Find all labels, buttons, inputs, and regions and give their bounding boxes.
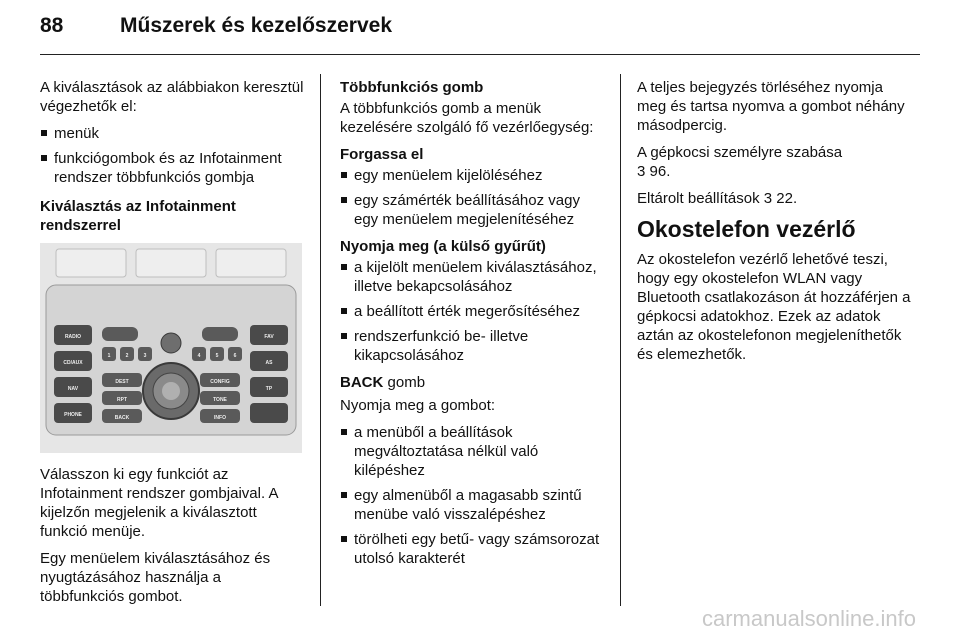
preset-label: 1 <box>107 353 111 359</box>
multifunction-description: A többfunkciós gomb a menük kezelésére szolgáló fő vezérlőegység: <box>340 100 594 136</box>
column-3 <box>637 78 915 372</box>
intro-text: A kiválasztások az alábbiakon keresztül végezhetők el: <box>40 79 304 115</box>
tp-button-label: TP <box>265 386 273 392</box>
list-item: törölheti egy betű- vagy számsorozat utolsó karakterét <box>340 530 608 568</box>
delete-entry-text: A teljes bejegyzés törléséhez nyomja meg és tartsa nyomva a gombot néhány másodpercig. <box>637 79 905 134</box>
fav-button-label: FAV <box>264 334 274 340</box>
stored-settings-text: Eltárolt beállítások <box>637 190 760 207</box>
back-label: BACK <box>340 374 384 391</box>
back-button-heading <box>340 373 608 392</box>
heading-turn: Forgassa el <box>340 146 424 163</box>
personalization-text: A gépkocsi személyre szabása <box>637 144 843 161</box>
column-2 <box>340 78 608 576</box>
cdaux-button-label: CD/AUX <box>63 360 83 366</box>
phone-button-label: PHONE <box>64 412 82 418</box>
page-ref-symbol: 3 <box>637 163 646 180</box>
dest-button-label: DEST <box>115 379 129 385</box>
press-list <box>340 258 608 365</box>
back-button-label: BACK <box>114 415 130 421</box>
heading-press: Nyomja meg (a külső gyűrűt) <box>340 238 546 255</box>
preset-label: 4 <box>197 353 201 359</box>
preset-label: 3 <box>143 353 147 359</box>
heading-multifunction-knob: Többfunkciós gomb <box>340 79 484 96</box>
selection-list <box>40 124 308 187</box>
list-item: funkciógombok és az Infotainment rendszer többfunkciós gombja <box>40 149 308 187</box>
preset-label: 6 <box>233 353 237 359</box>
subheading-infotainment: Kiválasztás az Infotainment rendszerrel <box>40 198 236 234</box>
config-button-label: CONFIG <box>210 379 230 385</box>
list-item: a kijelölt menüelem kiválasztásához, illetve bekapcsolásához <box>340 258 608 296</box>
paragraph-confirm: Egy menüelem kiválasztásához és nyugtázásához használja a többfunkciós gombot. <box>40 550 271 605</box>
rpt-button-label: RPT <box>117 397 127 403</box>
column-divider-1 <box>320 74 321 606</box>
page-number: 88 <box>40 14 64 37</box>
preset-label: 2 <box>125 353 129 359</box>
nav-button-label: NAV <box>67 386 79 392</box>
stored-settings-reference: Eltárolt beállítások 3 22. <box>637 190 798 207</box>
smartphone-controller-heading: Okostelefon vezérlő <box>637 216 856 242</box>
list-item: egy menüelem kijelöléséhez <box>340 166 608 185</box>
infotainment-panel-figure <box>40 243 302 453</box>
column-1 <box>40 78 308 614</box>
info-button-label: INFO <box>214 415 226 421</box>
smartphone-controller-text: Az okostelefon vezérlő lehetővé teszi, hogy egy okostelefon WLAN vagy Bluetooth csatlakozáson át hozzáférjen a gépkocsi adatokhoz. Ezek az adatok aztán az okostelefonon megjeleníthetők és elemezhetők. <box>637 251 911 363</box>
infotainment-panel-illustration <box>40 243 302 453</box>
tone-button-label: TONE <box>213 397 227 403</box>
back-label-rest: gomb <box>383 374 426 391</box>
list-item: rendszerfunkció be- illetve kikapcsolásához <box>340 327 608 365</box>
chapter-title: Műszerek és kezelőszervek <box>120 14 393 37</box>
list-item: a beállított érték megerősítéséhez <box>340 302 608 321</box>
paragraph-select-function: Válasszon ki egy funkciót az Infotainment rendszer gombjaival. A kijelzőn megjelenik a kiválasztott funkció menüje. <box>40 466 278 540</box>
header-rule <box>40 54 920 55</box>
watermark: carmanualsonline.info <box>701 606 916 631</box>
back-list <box>340 423 608 568</box>
preset-label: 5 <box>215 353 219 359</box>
personalization-reference: A gépkocsi személyre szabása 3 96. <box>637 144 843 180</box>
page-ref-number: 96 <box>649 163 667 180</box>
list-item: menük <box>40 124 308 143</box>
radio-button-label: RADIO <box>64 334 82 340</box>
list-item: egy almenüből a magasabb szintű menübe való visszalépéshez <box>340 486 608 524</box>
column-divider-2 <box>620 74 621 606</box>
list-item: egy számérték beállításához vagy egy menüelem megjelenítéséhez <box>340 191 608 229</box>
press-button-text: Nyomja meg a gombot: <box>340 397 496 414</box>
page-ref-number: 22 <box>776 190 793 207</box>
turn-list <box>340 166 608 229</box>
as-button-label: AS <box>265 360 273 366</box>
page-ref-symbol: 3 <box>763 190 773 207</box>
list-item: a menüből a beállítások megváltoztatása nélkül való kilépéshez <box>340 423 608 480</box>
